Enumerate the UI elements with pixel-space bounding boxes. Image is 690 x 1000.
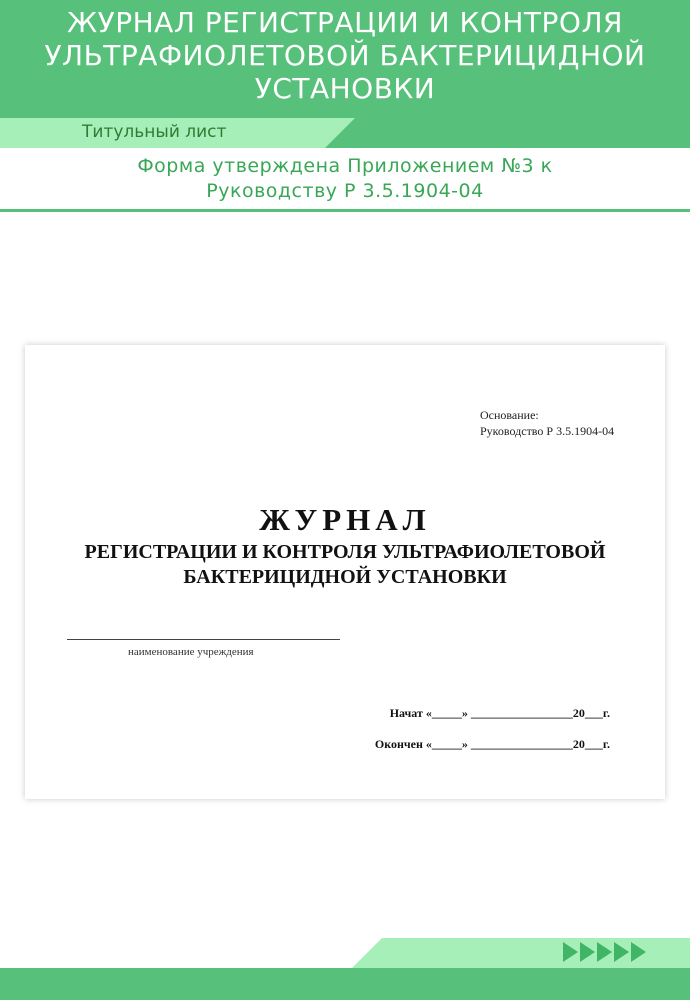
footer-bar bbox=[0, 968, 690, 1000]
subtitle-label: Титульный лист bbox=[82, 122, 227, 142]
organization-name-line bbox=[67, 639, 340, 640]
start-date-line: Начат «_____» _________________20___г. bbox=[389, 706, 610, 720]
form-note-line-2: Руководству Р 3.5.1904-04 bbox=[206, 180, 484, 202]
arrow-icon bbox=[563, 942, 578, 962]
title-line-2: УЛЬТРАФИОЛЕТОВОЙ БАКТЕРИЦИДНОЙ bbox=[44, 39, 646, 72]
journal-subtitle bbox=[25, 540, 665, 590]
form-note-line-1: Форма утверждена Приложением №3 к bbox=[137, 155, 553, 177]
double-chevron-right-icon bbox=[563, 942, 646, 962]
title-line-1: ЖУРНАЛ РЕГИСТРАЦИИ И КОНТРОЛЯ bbox=[67, 6, 623, 39]
basis-block bbox=[480, 407, 614, 439]
organization-caption: наименование учреждения bbox=[128, 646, 254, 658]
arrow-icon bbox=[597, 942, 612, 962]
basis-label: Основание: bbox=[480, 408, 539, 422]
end-date-line: Окончен «_____» _________________20___г. bbox=[374, 737, 610, 751]
arrow-icon bbox=[631, 942, 646, 962]
arrow-icon bbox=[614, 942, 629, 962]
journal-subtitle-line-2: БАКТЕРИЦИДНОЙ УСТАНОВКИ bbox=[183, 566, 507, 588]
page-title bbox=[0, 6, 690, 105]
journal-subtitle-line-1: РЕГИСТРАЦИИ И КОНТРОЛЯ УЛЬТРАФИОЛЕТОВОЙ bbox=[84, 541, 606, 563]
header-divider bbox=[0, 209, 690, 212]
form-approval-note bbox=[0, 154, 690, 204]
basis-value: Руководство Р 3.5.1904-04 bbox=[480, 424, 615, 438]
journal-title: ЖУРНАЛ bbox=[259, 502, 431, 537]
title-page-preview bbox=[25, 345, 665, 799]
title-line-3: УСТАНОВКИ bbox=[254, 72, 436, 105]
arrow-icon bbox=[580, 942, 595, 962]
